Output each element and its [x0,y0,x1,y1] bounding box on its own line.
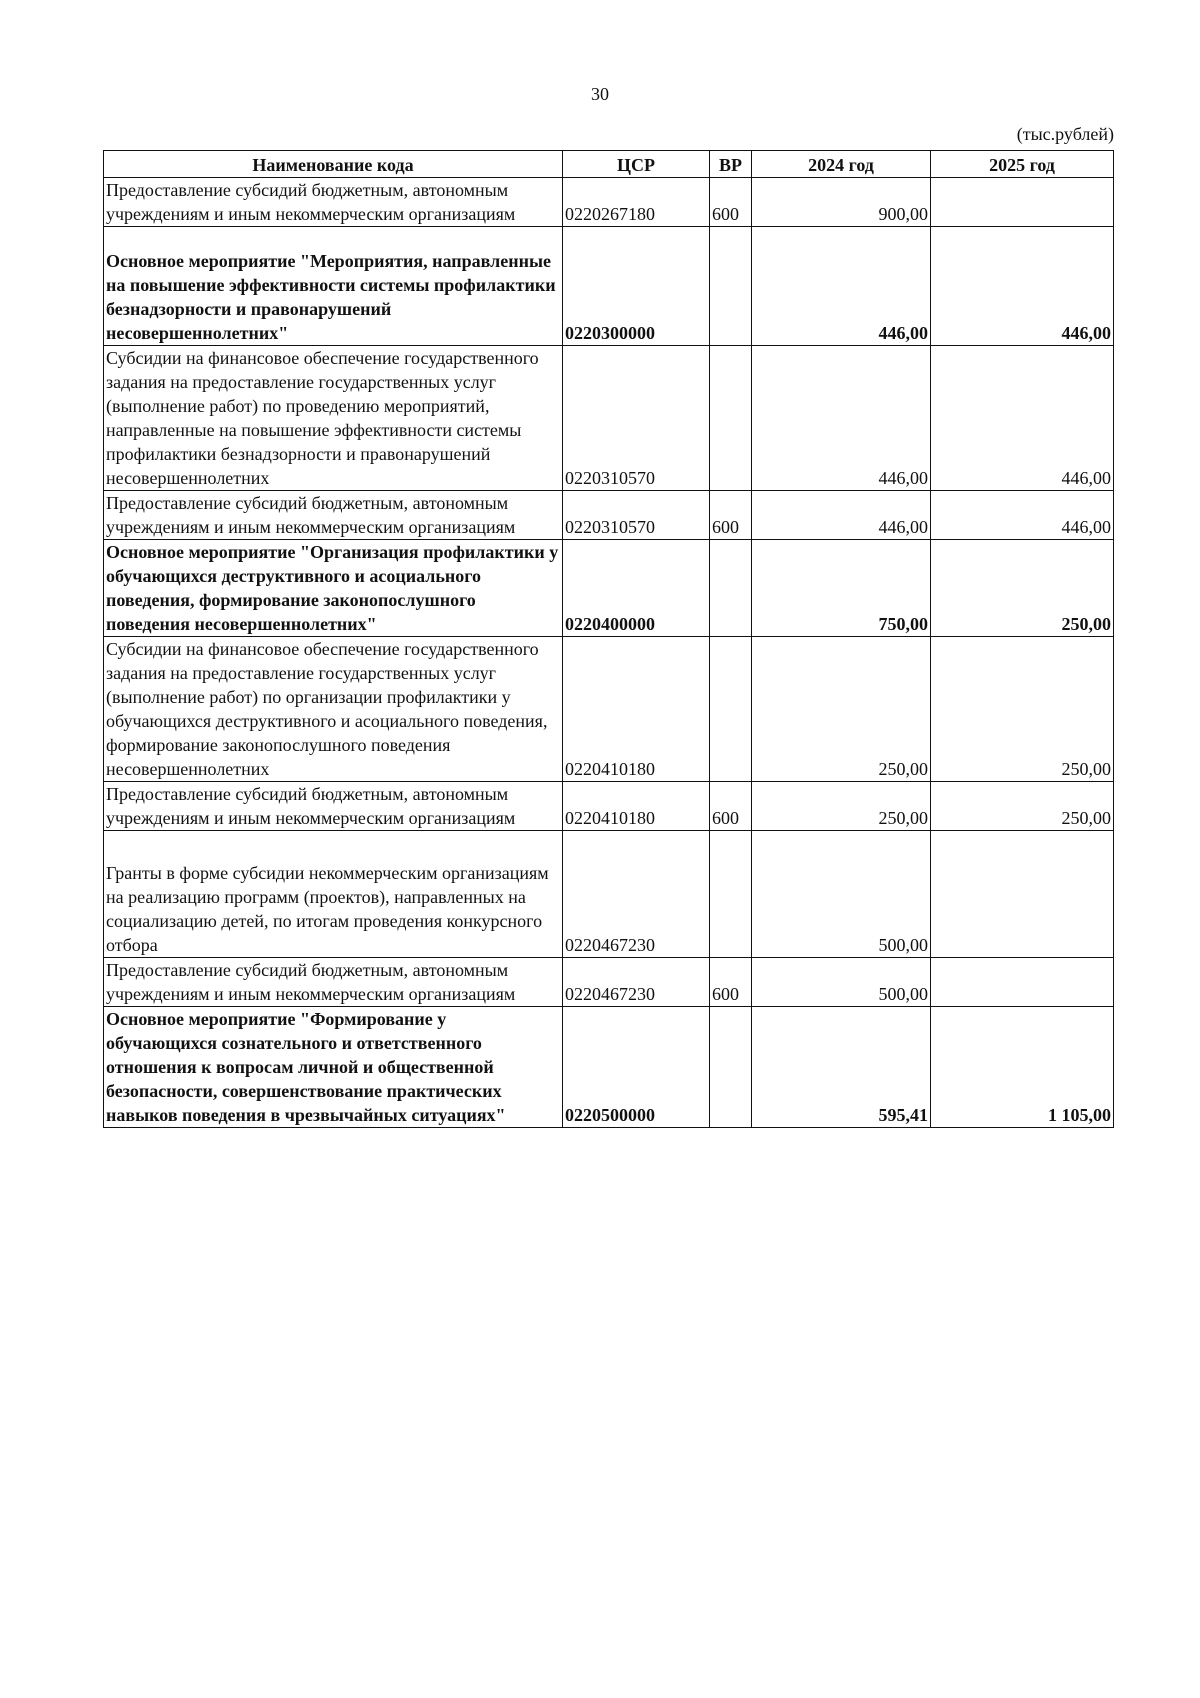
page-number: 30 [591,84,609,104]
row-csr: 0220400000 [563,540,710,637]
row-csr: 0220467230 [563,831,710,958]
row-2025: 446,00 [931,227,1114,346]
row-2025: 250,00 [931,782,1114,831]
table-header-row [104,151,1114,178]
row-vr [710,346,752,491]
table-row [104,831,1114,958]
row-name: Основное мероприятие "Формирование у обучающихся сознательного и ответственного отношения к вопросам личной и общественной безопасности, совершенствование практических навыков поведения в чрезвычайных ситуациях" [104,1007,563,1128]
row-2025: 446,00 [931,346,1114,491]
row-2024: 446,00 [752,346,931,491]
row-2025: 250,00 [931,637,1114,782]
row-csr: 0220310570 [563,491,710,540]
row-vr: 600 [710,178,752,227]
row-name: Предоставление субсидий бюджетным, автономным учреждениям и иным некоммерческим организациям [104,958,563,1007]
row-name: Основное мероприятие "Мероприятия, направленные на повышение эффективности системы профилактики безнадзорности и правонарушений несовершеннолетних" [104,227,563,346]
row-name: Субсидии на финансовое обеспечение государственного задания на предоставление государственных услуг (выполнение работ) по проведению мероприятий, направленные на повышение эффективности системы профилактики безнадзорности и правонарушений несовершеннолетних [104,346,563,491]
row-name: Гранты в форме субсидии некоммерческим организациям на реализацию программ (проектов), направленных на социализацию детей, по итогам проведения конкурсного отбора [104,831,563,958]
row-2025 [931,178,1114,227]
row-csr: 0220410180 [563,637,710,782]
row-vr [710,831,752,958]
row-2024: 500,00 [752,958,931,1007]
row-csr: 0220410180 [563,782,710,831]
header-2025: 2025 год [931,151,1114,178]
table-row [104,637,1114,782]
row-2025: 250,00 [931,540,1114,637]
row-2025: 1 105,00 [931,1007,1114,1128]
row-2024: 500,00 [752,831,931,958]
budget-table [103,150,1114,1128]
row-name: Предоставление субсидий бюджетным, автономным учреждениям и иным некоммерческим организациям [104,782,563,831]
row-2024: 250,00 [752,782,931,831]
row-vr [710,1007,752,1128]
table-row [104,491,1114,540]
row-csr: 0220500000 [563,1007,710,1128]
row-name: Предоставление субсидий бюджетным, автономным учреждениям и иным некоммерческим организациям [104,178,563,227]
units-label: (тыс.рублей) [1016,124,1114,144]
table-row [104,1007,1114,1128]
row-vr: 600 [710,782,752,831]
row-2024: 595,41 [752,1007,931,1128]
table-row [104,540,1114,637]
row-2025 [931,831,1114,958]
table-row [104,958,1114,1007]
row-2024: 250,00 [752,637,931,782]
row-2024: 750,00 [752,540,931,637]
header-name: Наименование кода [104,151,563,178]
row-name: Основное мероприятие "Организация профилактики у обучающихся деструктивного и асоциального поведения, формирование законопослушного поведения несовершеннолетних" [104,540,563,637]
header-vr: ВР [710,151,752,178]
header-csr: ЦСР [563,151,710,178]
row-2024: 446,00 [752,227,931,346]
row-csr: 0220300000 [563,227,710,346]
row-vr: 600 [710,491,752,540]
row-2025: 446,00 [931,491,1114,540]
table-row [104,227,1114,346]
row-csr: 0220310570 [563,346,710,491]
row-name: Предоставление субсидий бюджетным, автономным учреждениям и иным некоммерческим организациям [104,491,563,540]
row-vr: 600 [710,958,752,1007]
table-row [104,178,1114,227]
header-2024: 2024 год [752,151,931,178]
row-2025 [931,958,1114,1007]
row-name: Субсидии на финансовое обеспечение государственного задания на предоставление государственных услуг (выполнение работ) по организации профилактики у обучающихся деструктивного и асоциального поведения, формирование законопослушного поведения несовершеннолетних [104,637,563,782]
row-csr: 0220267180 [563,178,710,227]
row-vr [710,540,752,637]
row-vr [710,227,752,346]
row-2024: 900,00 [752,178,931,227]
row-csr: 0220467230 [563,958,710,1007]
row-2024: 446,00 [752,491,931,540]
row-vr [710,637,752,782]
table-row [104,782,1114,831]
table-row [104,346,1114,491]
